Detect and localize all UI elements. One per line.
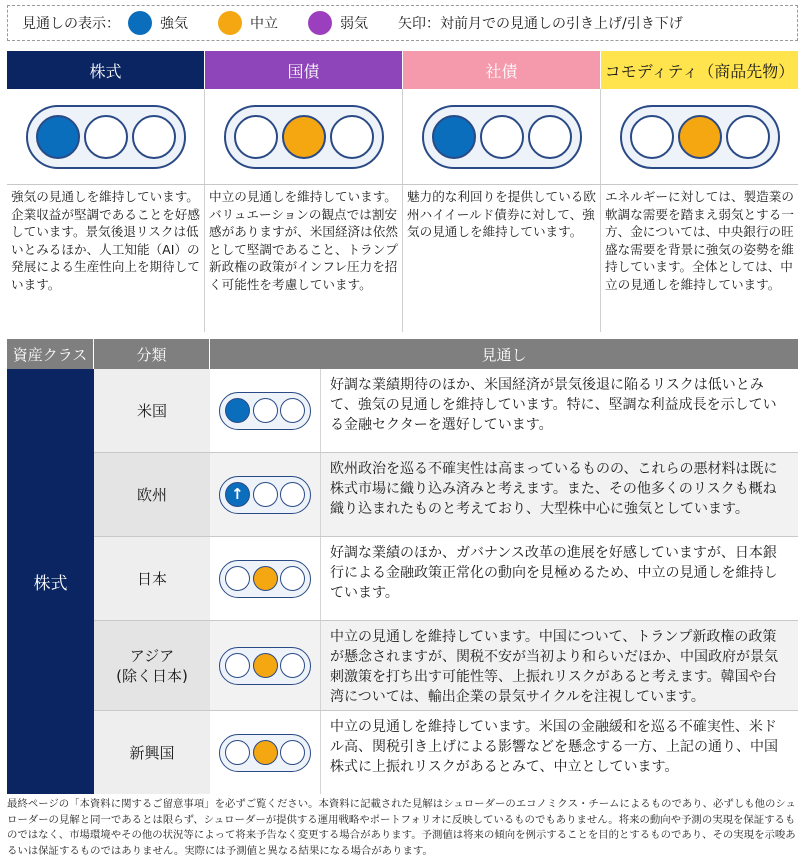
signal-lamp-1: [234, 115, 278, 159]
signal-lamp-2: [678, 115, 722, 159]
asset-class-signals: [7, 89, 798, 185]
bearish-dot-icon: [308, 11, 332, 35]
legend-bearish-label: 弱気: [340, 16, 368, 32]
header-commodity: コモディティ（商品先物）: [601, 51, 798, 89]
legend-bullish-label: 強気: [160, 16, 188, 32]
signal-lamp-1: [225, 653, 250, 678]
col-header-asset-class: 資産クラス: [7, 339, 94, 369]
header-corp-bond: 社債: [403, 51, 601, 89]
signal-light-us: [219, 392, 311, 430]
category-asia-line2: (除く日本): [116, 666, 188, 685]
asset-class-headers: [7, 51, 798, 89]
table-row: [94, 711, 798, 794]
signal-lamp-2: [84, 115, 128, 159]
header-gov-bond: 国債: [205, 51, 403, 89]
signal-lamp-2: [253, 482, 278, 507]
outlook-europe: 欧州政治を巡る不確実性は高まっているものの、これらの悪材料は既に株式市場に織り込み済みと考えます。また、その他多くのリスクも概ね織り込まれたものと考えており、大型株中心に強気としています。: [321, 453, 798, 536]
signal-light-corp-bond: [422, 105, 582, 169]
table-rows: [94, 369, 798, 794]
bullish-dot-icon: [128, 11, 152, 35]
table-header: [7, 339, 798, 369]
legend-bearish: [300, 11, 368, 35]
signal-lamp-1: [225, 398, 250, 423]
signal-light-gov-bond: [224, 105, 384, 169]
signal-lamp-2: [253, 740, 278, 765]
signal-lamp-1: [225, 566, 250, 591]
asset-class-overview: [7, 51, 798, 332]
table-row: [94, 453, 798, 537]
up-arrow-icon: ↑: [230, 485, 244, 503]
signal-lamp-2: [253, 398, 278, 423]
outlook-asia: 中立の見通しを維持しています。中国について、トランプ新政権の政策が懸念されますが、関税不安が当初より和らいだほか、中国政府が景気刺激策を打ち出す可能性等、上振れリスクがあると考えます。韓国や台湾については、輸出企業の景気サイクルを注視しています。: [321, 621, 798, 710]
signal-light-asia: [219, 647, 311, 685]
col-header-outlook: 見通し: [481, 345, 527, 364]
signal-lamp-3: [280, 482, 305, 507]
legend-label: 見通しの表示：: [22, 16, 120, 32]
disclaimer-footnote: 最終ページの「本資料に関するご留意事項」を必ずご覧ください。本資料に記載された見解はシュローダーのエコノミクス・チームによるものであり、必ずしも他のシュローダーの見解と同一であるとは限らず、シュローダーが提供する運用戦略やポートフォリオに反映しているものでもありません。将来の動向や予測の実現を保証するものではなく、市場環境やその他の状況等によって将来予告なく変更する場合があります。予測値は将来の傾向を例示することを目的とするものであり、その実現を示唆あるいは保証するものではありません。実際には予測値と異なる結果になる場合があります。: [7, 798, 796, 857]
comment-equity: 強気の見通しを維持しています。企業収益が堅調であることを好感しています。景気後退リスクは低いとみるほか、人工知能（AI）の発展による生産性向上を期待しています。: [7, 185, 205, 332]
signal-light-europe: [219, 476, 311, 514]
signal-lamp-3: [280, 653, 305, 678]
comment-commodity: エネルギーに対しては、製造業の軟調な需要を踏まえ弱気とする一方、金については、中央銀行の旺盛な需要を背景に強気の姿勢を維持しています。全体としては、中立の見通しを維持しています。: [605, 189, 794, 292]
table-row: [94, 369, 798, 453]
category-asia-ex-japan: [94, 621, 210, 710]
table-row: [94, 621, 798, 711]
signal-light-equity: [26, 105, 186, 169]
category-us: 米国: [94, 369, 210, 452]
legend-bullish: [120, 11, 188, 35]
asset-class-comments: [7, 185, 798, 332]
col-header-category: 分類: [94, 339, 210, 369]
signal-lamp-3: [280, 740, 305, 765]
outlook-us: 好調な業績期待のほか、米国経済が景気後退に陥るリスクは低いとみて、強気の見通しを維持しています。特に、堅調な利益成長を示している金融セクターを選好しています。: [330, 377, 777, 433]
legend-neutral: [210, 11, 278, 35]
signal-lamp-2: [253, 566, 278, 591]
legend-box: [7, 5, 798, 41]
signal-lamp-3: [726, 115, 770, 159]
category-europe: 欧州: [94, 453, 210, 536]
legend-arrow-note: 矢印：対前月での見通しの引き上げ/引き下げ: [398, 16, 683, 32]
signal-lamp-2: [282, 115, 326, 159]
table-row: [94, 537, 798, 621]
asset-class-cell: 株式: [7, 369, 94, 794]
outlook-emerging: 中立の見通しを維持しています。米国の金融緩和を巡る不確実性、米ドル高、関税引き上げによる影響などを懸念する一方、上記の通り、中国株式に上振れリスクがあるとみて、中立としています。: [330, 719, 778, 775]
signal-lamp-3: [280, 398, 305, 423]
signal-lamp-3: [528, 115, 572, 159]
comment-gov-bond: 中立の見通しを維持しています。バリュエーションの観点では割安感がありますが、米国経済は依然として堅調であること、トランプ新政権の政策がインフレ圧力を招く可能性を考慮しています。: [205, 185, 403, 332]
signal-lamp-3: [132, 115, 176, 159]
signal-lamp-1: [225, 740, 250, 765]
category-asia-line1: アジア: [129, 646, 175, 665]
signal-lamp-1: [225, 482, 250, 507]
category-emerging: 新興国: [94, 711, 210, 794]
signal-lamp-2: [253, 653, 278, 678]
signal-lamp-3: [330, 115, 374, 159]
header-equity: 株式: [7, 51, 205, 89]
signal-light-japan: [219, 560, 311, 598]
category-japan: 日本: [94, 537, 210, 620]
signal-light-commodity: [620, 105, 780, 169]
signal-light-emerging: [219, 734, 311, 772]
neutral-dot-icon: [218, 11, 242, 35]
signal-lamp-1: [36, 115, 80, 159]
signal-lamp-3: [280, 566, 305, 591]
equity-region-table: [7, 339, 798, 794]
signal-lamp-1: [630, 115, 674, 159]
legend-neutral-label: 中立: [250, 16, 278, 32]
signal-lamp-2: [480, 115, 524, 159]
signal-lamp-1: [432, 115, 476, 159]
outlook-japan: 好調な業績のほか、ガバナンス改革の進展を好感していますが、日本銀行による金融政策正常化の動向を見極めるため、中立の見通しを維持しています。: [330, 545, 778, 601]
comment-corp-bond: 魅力的な利回りを提供している欧州ハイイールド債券に対して、強気の見通しを維持しています。: [403, 185, 601, 332]
